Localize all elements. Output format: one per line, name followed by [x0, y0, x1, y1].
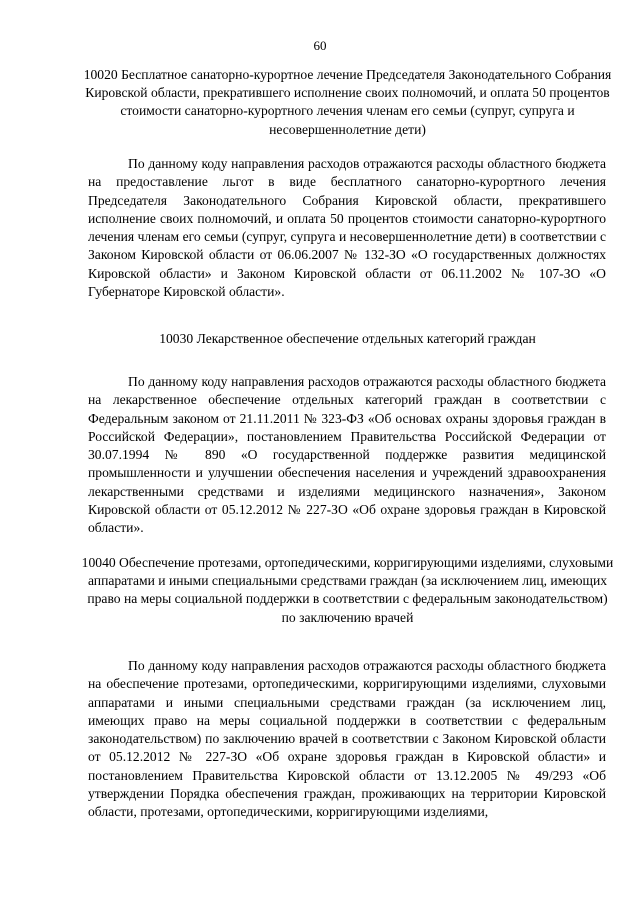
section-body-10030: По данному коду направления расходов отражаются расходы областного бюджета на лекарственное обеспечение отдельных категорий граждан в соответствии с Федеральным законом от 21.11.2011 № 323-ФЗ «Об основах охраны здоровья граждан в Российской Федерации», постановлением Правительства Российской Федерации от 30.07.1994 № 890 «О государственной поддержке развития медицинской промышленности и улучшении обеспечения населения и учреждений здравоохранения лекарственными средствами и изделиями медицинского назначения», Законом Кировской области от 05.12.2012 № 227-ЗО «Об охране здоровья граждан в Кировской области». — [88, 374, 606, 536]
section-heading-10040: 10040 Обеспечение протезами, ортопедическими, корригирующими изделиями, слуховыми аппаратами и иными специальными средствами граждан (за исключением лиц, имеющих право на меры социальной поддержки в соответствии с федеральным законодательством) по заключению врачей — [81, 555, 614, 625]
section-heading-10030: 10030 Лекарственное обеспечение отдельных категорий граждан — [159, 331, 536, 346]
page-number: 60 — [313, 38, 327, 53]
section-heading-10020: 10020 Бесплатное санаторно-курортное лечение Председателя Законодательного Собрания Кировской области, прекратившего исполнение своих полномочий, и оплата 50 процентов стоимости санаторно-курортного лечения членам его семьи (супруг, супруга и несовершеннолетние дети) — [83, 67, 612, 137]
section-body-10020: По данному коду направления расходов отражаются расходы областного бюджета на предоставление льгот в виде бесплатного санаторно-курортного лечения Председателя Законодательного Собрания Кировской области, прекратившего исполнение своих полномочий, и оплата 50 процентов стоимости санаторно-курортного лечения членам его семьи (супруг, супруга и несовершеннолетние дети) в соответствии с Законом Кировской области от 06.06.2007 № 132-ЗО «О государственных должностях Кировской области» и Законом Кировской области от 06.11.2002 № 107-ЗО «О Губернаторе Кировской области». — [88, 156, 606, 300]
section-body-10040: По данному коду направления расходов отражаются расходы областного бюджета на обеспечение протезами, ортопедическими, корригирующими изделиями, слуховыми аппаратами и иными специальными средствами граждан (за исключением лиц, имеющих право на меры социальной поддержки в соответствии с федеральным законодательством) по заключению врачей в соответствии с Законом Кировской области от 05.12.2012 № 227-ЗО «Об охране здоровья граждан в Кировской области» и постановлением Правительства Кировской области от 13.12.2005 № 49/293 «Об утверждении Порядка обеспечения граждан, проживающих на территории Кировской области, протезами, ортопедическими, корригирующими изделиями, — [88, 658, 606, 820]
